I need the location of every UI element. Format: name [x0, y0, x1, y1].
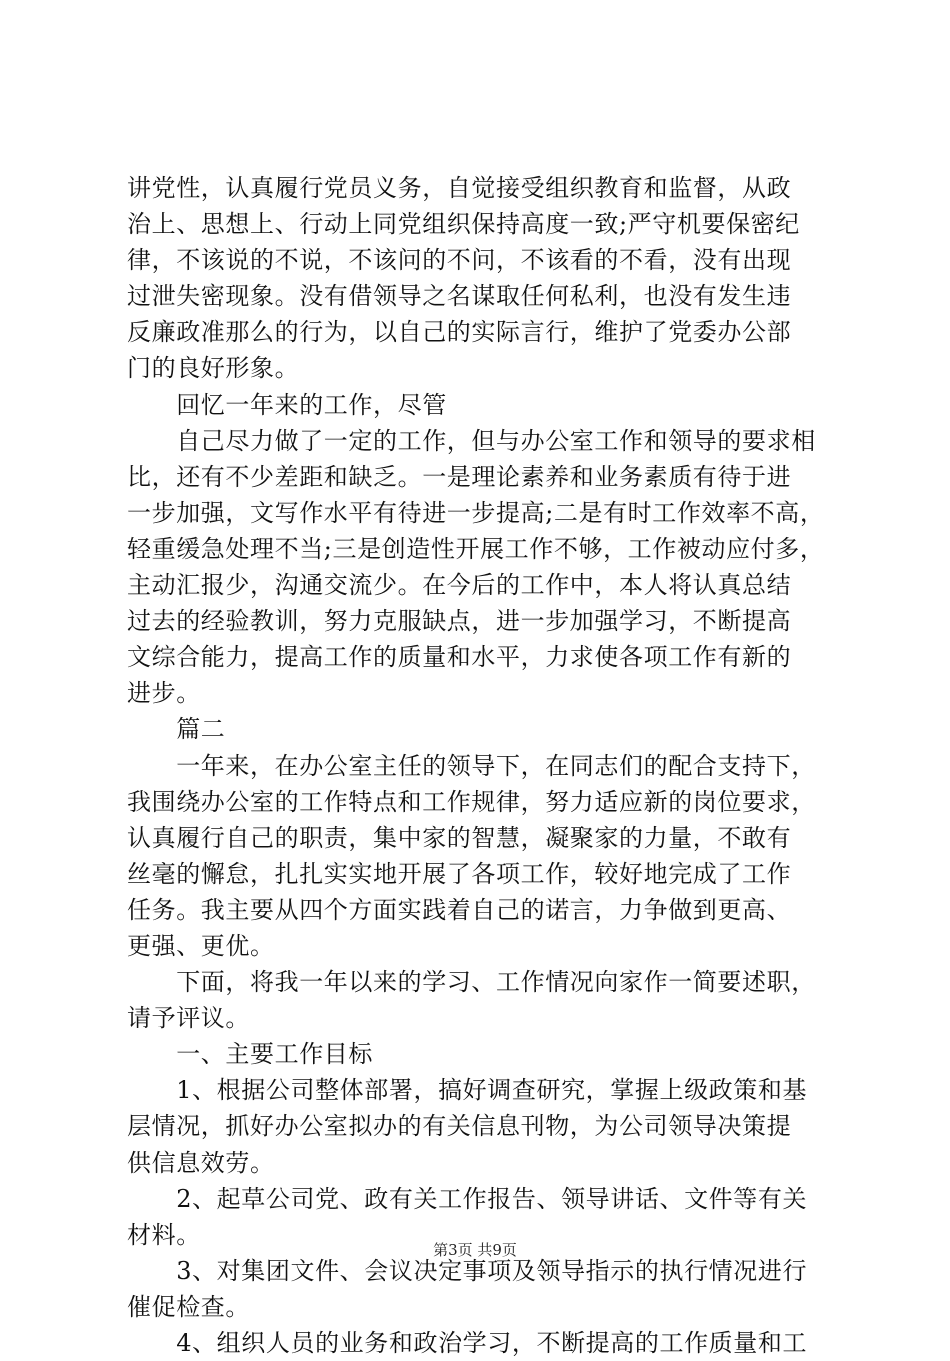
text-line: 材料。 [127, 1220, 201, 1249]
text-line: 一年来，在办公室主任的领导下，在同志们的配合支持下， [127, 751, 816, 780]
text-line: 一步加强，文写作水平有待进一步提高;二是有时工作效率不高， [127, 498, 825, 527]
section-heading: 一、主要工作目标 [127, 1040, 373, 1069]
text-line: 2、起草公司党、政有关工作报告、领导讲话、文件等有关 [127, 1184, 808, 1213]
document-body [127, 170, 827, 1361]
text-line: 过去的经验教训，努力克服缺点，进一步加强学习，不断提高 [127, 607, 792, 636]
text-line: 轻重缓急处理不当;三是创造性开展工作不够，工作被动应付多， [127, 534, 825, 563]
text-line: 过泄失密现象。没有借领导之名谋取任何私利，也没有发生违 [127, 282, 792, 311]
text-line: 催促检查。 [127, 1292, 250, 1321]
text-line: 4、组织人员的业务和政治学习，不断提高的工作质量和工 [127, 1329, 808, 1357]
text-line: 比，还有不少差距和缺乏。一是理论素养和业务素质有待于进 [127, 462, 792, 491]
text-line: 自己尽力做了一定的工作，但与办公室工作和领导的要求相 [127, 426, 816, 455]
text-line: 请予评议。 [127, 1004, 250, 1033]
text-line: 1、根据公司整体部署，搞好调查研究，掌握上级政策和基 [127, 1076, 808, 1105]
text-line: 丝毫的懈怠，扎扎实实地开展了各项工作，较好地完成了工作 [127, 859, 792, 888]
text-line: 3、对集团文件、会议决定事项及领导指示的执行情况进行 [127, 1256, 808, 1285]
text-line: 文综合能力，提高工作的质量和水平，力求使各项工作有新的 [127, 643, 792, 672]
text-line: 回忆一年来的工作，尽管 [127, 390, 447, 419]
text-line: 下面，将我一年以来的学习、工作情况向家作一简要述职， [127, 968, 816, 997]
text-line: 进步。 [127, 679, 201, 708]
section-heading: 篇二 [127, 715, 226, 744]
text-line: 层情况，抓好办公室拟办的有关信息刊物，为公司领导决策提 [127, 1112, 792, 1141]
text-line: 更强、更优。 [127, 931, 275, 960]
page-number-footer: 第3页 共9页 [433, 1241, 517, 1259]
text-line: 治上、思想上、行动上同党组织保持高度一致;严守机要保密纪 [127, 210, 800, 239]
text-line: 任务。我主要从四个方面实践着自己的诺言，力争做到更高、 [127, 895, 792, 924]
text-line: 反廉政准那么的行为，以自己的实际言行，维护了党委办公部 [127, 318, 792, 347]
text-line: 主动汇报少，沟通交流少。在今后的工作中，本人将认真总结 [127, 571, 792, 600]
text-line: 讲党性，认真履行党员义务，自觉接受组织教育和监督，从政 [127, 174, 792, 202]
text-line: 供信息效劳。 [127, 1148, 275, 1177]
text-line: 认真履行自己的职责，集中家的智慧，凝聚家的力量，不敢有 [127, 823, 792, 852]
text-line: 律，不该说的不说，不该问的不问，不该看的不看，没有出现 [127, 246, 792, 275]
text-line: 我围绕办公室的工作特点和工作规律，努力适应新的岗位要求， [127, 787, 816, 816]
text-line: 门的良好形象。 [127, 354, 300, 383]
